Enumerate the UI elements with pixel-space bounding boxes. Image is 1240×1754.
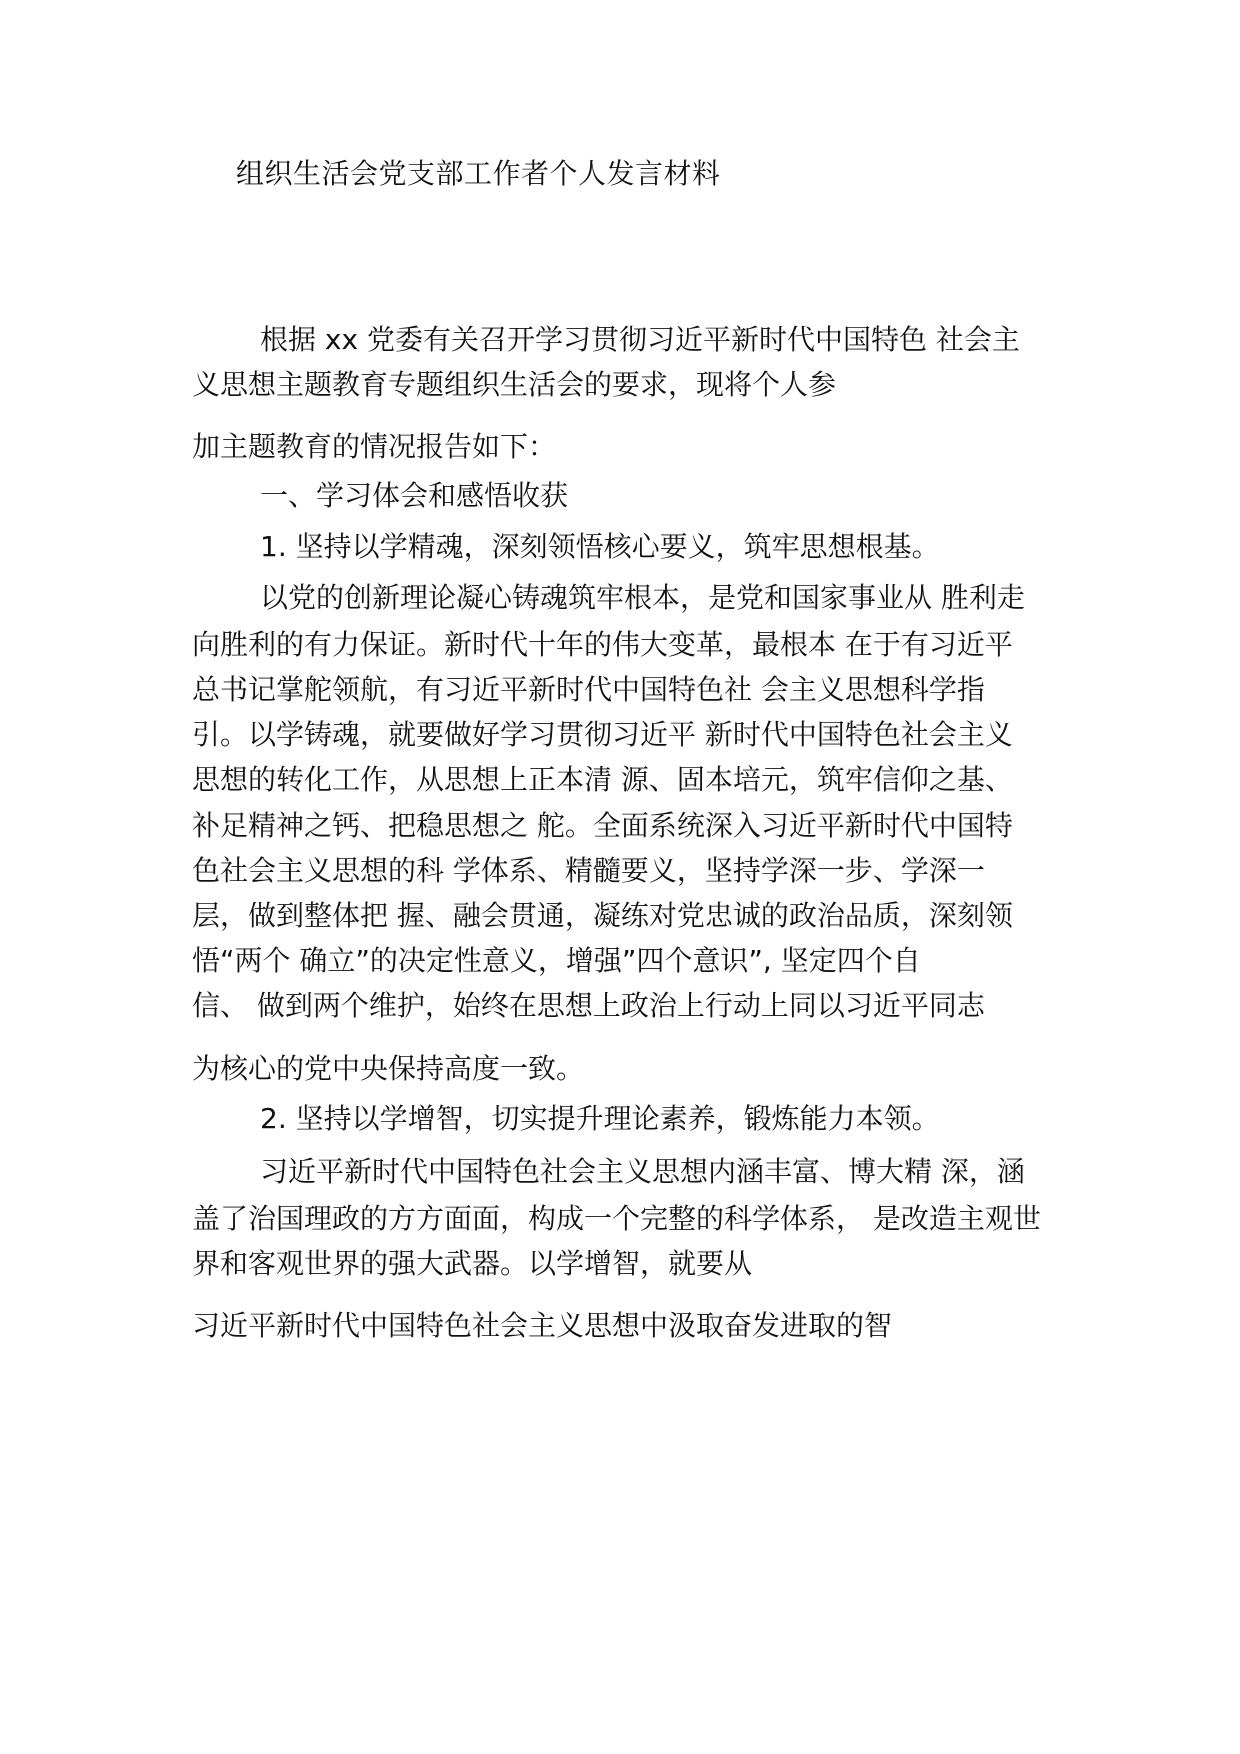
paragraph-line: 义思想主题教育专题组织生活会的要求，现将个人参 <box>192 368 837 401</box>
paragraph-line: 为核心的党中央保持高度一致。 <box>192 1052 585 1085</box>
paragraph-line: 习近平新时代中国特色社会主义思想中汲取奋发进取的智 <box>192 1309 893 1342</box>
paragraph-line: 习近平新时代中国特色社会主义思想内涵丰富、博大精 深，涵 <box>260 1155 1025 1188</box>
paragraph-line: 根据 xx 党委有关召开学习贯彻习近平新时代中国特色 社会主 <box>260 323 1020 356</box>
paragraph-line: 悟“两个 确立”的决定性意义，增强”四个意识”, 坚定四个自 <box>192 944 921 977</box>
paragraph-line: 加主题教育的情况报告如下： <box>192 430 557 463</box>
paragraph-line: 色社会主义思想的科 学体系、精髓要义，坚持学深一步、学深一 <box>192 854 985 887</box>
section-heading: 一、学习体会和感悟收获 <box>260 479 569 512</box>
paragraph-line: 信、 做到两个维护，始终在思想上政治上行动上同以习近平同志 <box>192 989 985 1022</box>
paragraph-line: 盖了治国理政的方方面面，构成一个完整的科学体系， 是改造主观世 <box>192 1202 1041 1235</box>
paragraph-line: 界和客观世界的强大武器。以学增智，就要从 <box>192 1247 753 1280</box>
paragraph-line: 向胜利的有力保证。新时代十年的伟大变革，最根本 在于有习近平 <box>192 628 1013 661</box>
paragraph-line: 思想的转化工作，从思想上正本清 源、固本培元，筑牢信仰之基、 <box>192 763 1013 796</box>
paragraph-line: 总书记掌舵领航，有习近平新时代中国特色社 会主义思想科学指 <box>192 673 985 706</box>
subsection-heading: 1. 坚持以学精魂，深刻领悟核心要义，筑牢思想根基。 <box>260 530 940 563</box>
paragraph-line: 引。以学铸魂，就要做好学习贯彻习近平 新时代中国特色社会主义 <box>192 718 1013 751</box>
paragraph-line: 以党的创新理论凝心铸魂筑牢根本，是党和国家事业从 胜利走 <box>260 581 1025 614</box>
document-title: 组织生活会党支部工作者个人发言材料 <box>236 157 721 190</box>
paragraph-line: 层，做到整体把 握、融会贯通，凝练对党忠诚的政治品质，深刻领 <box>192 899 1013 932</box>
subsection-heading: 2. 坚持以学增智，切实提升理论素养，锻炼能力本领。 <box>260 1102 940 1135</box>
paragraph-line: 补足精神之钙、把稳思想之 舵。全面系统深入习近平新时代中国特 <box>192 809 1013 842</box>
